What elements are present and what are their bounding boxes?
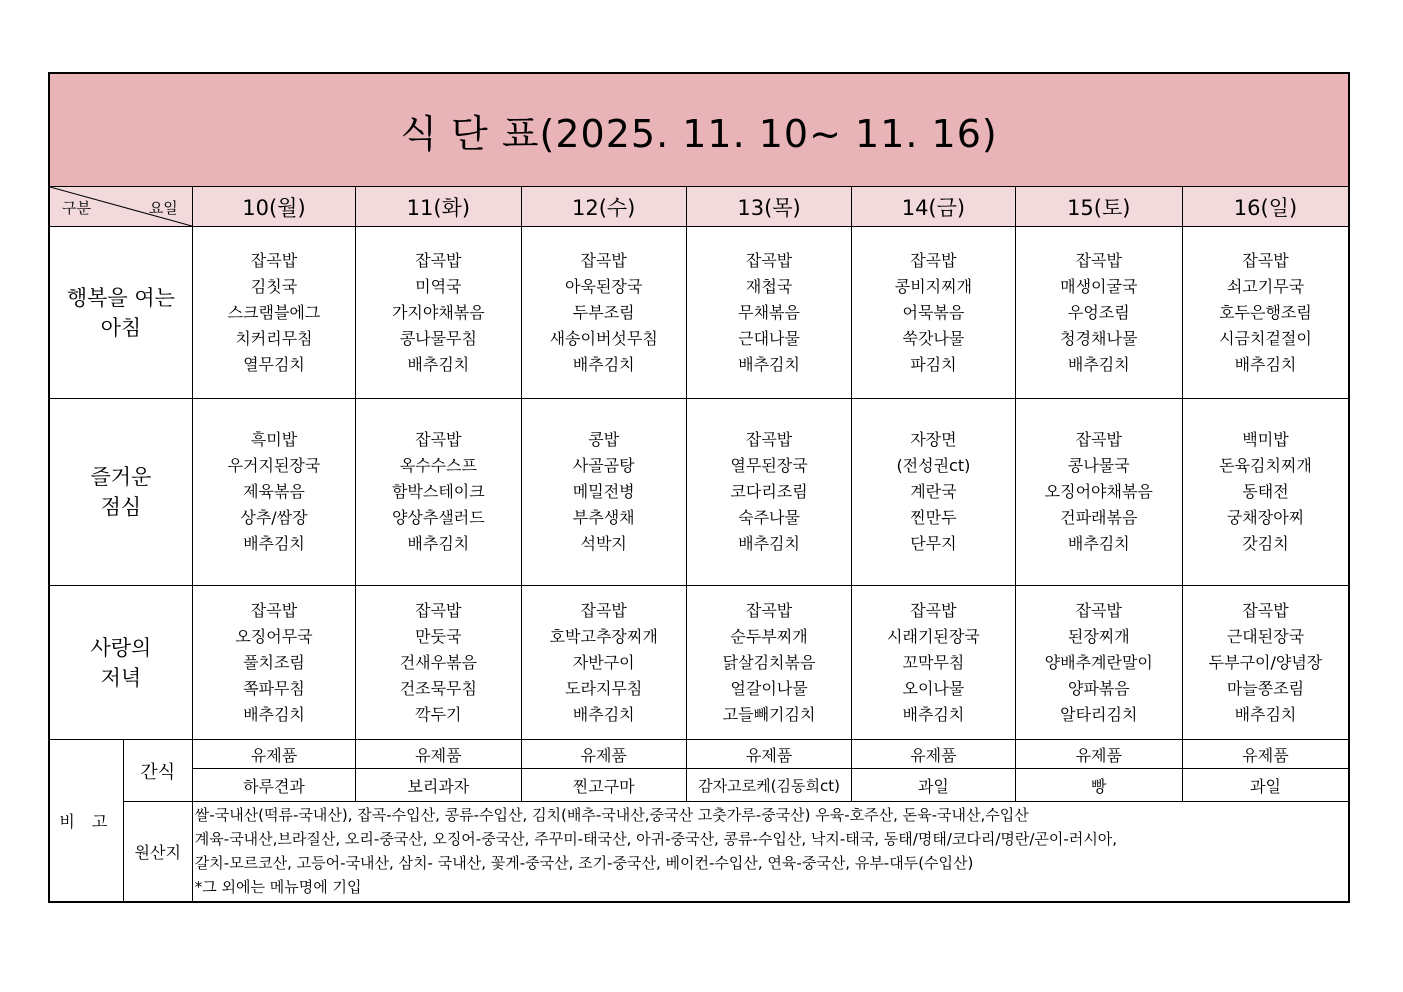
meal-day-cell: [852, 399, 1015, 586]
day-header: 12(수): [521, 187, 686, 227]
dish-item: 닭살김치볶음: [722, 652, 816, 672]
dish-item: 잡곡밥: [745, 430, 793, 449]
dish-item: 무채볶음: [738, 302, 800, 322]
dish-item: 우엉조림: [1067, 302, 1130, 322]
dish-item: 배추김치: [572, 704, 635, 724]
snack-cell: 유제품: [192, 740, 355, 769]
meal-day-cell: [1182, 399, 1349, 586]
dish-item: 배추김치: [407, 354, 470, 374]
meal-day-cell: [1015, 399, 1182, 586]
dish-item: 오이나물: [902, 678, 965, 698]
dish-item: 된장찌개: [1067, 626, 1130, 646]
snack-cell: 유제품: [356, 740, 521, 769]
meal-label-line: 사랑의: [90, 635, 152, 660]
dish-item: 얼갈이나물: [730, 678, 808, 698]
dish-item: 배추김치: [1234, 354, 1297, 374]
dish-item: 쪽파무침: [243, 678, 305, 698]
dish-item: 열무된장국: [730, 456, 808, 475]
day-header-row: [49, 187, 1349, 227]
origin-note: *그 외에는 메뉴명에 기입: [194, 878, 362, 897]
dish-item: 찐만두: [910, 508, 957, 527]
dish-item: 매생이굴국: [1060, 276, 1138, 296]
meal-day-cell: [1015, 586, 1182, 740]
day-header: 11(화): [356, 187, 521, 227]
dish-item: 가지야채볶음: [391, 302, 485, 322]
dish-item: 잡곡밥: [745, 250, 793, 270]
dish-item: 어묵볶음: [902, 302, 965, 322]
dish-item: 우거지된장국: [227, 456, 321, 475]
meal-day-cell: [192, 227, 355, 399]
dish-item: 콩비지찌개: [894, 276, 973, 296]
dish-item: 부추생채: [572, 508, 635, 527]
dish-item: 호박고추장찌개: [549, 626, 658, 646]
origin-line: 쌀-국내산(떡류-국내산), 잡곡-수입산, 콩류-수입산, 김치(배추-국내산,중국산 고춧가루-중국산) 우육-호주산, 돈육-국내산,수입산: [194, 806, 1029, 825]
dish-item: 배추김치: [738, 534, 800, 553]
dish-item: 풀치조림: [243, 652, 305, 672]
dish-item: 건새우볶음: [399, 652, 477, 672]
dish-item: 잡곡밥: [910, 600, 957, 620]
dish-item: 잡곡밥: [745, 600, 793, 620]
dish-item: 오징어무국: [235, 626, 313, 646]
notes-label: 비 고: [49, 740, 123, 902]
dish-item: 근대된장국: [1226, 626, 1305, 646]
dish-item: 열무김치: [243, 354, 305, 374]
breakfast-row: [49, 227, 1349, 399]
dish-item: 시래기된장국: [887, 626, 980, 646]
dish-item: 잡곡밥: [415, 250, 462, 270]
dish-item: 치커리무침: [235, 328, 313, 348]
meal-day-cell: [1182, 586, 1349, 740]
dinner-row: [49, 586, 1349, 740]
dish-item: 동태전: [1242, 482, 1289, 501]
dish-item: 알타리김치: [1060, 704, 1138, 724]
day-header: 16(일): [1182, 187, 1349, 227]
snack-cell: 유제품: [521, 740, 686, 769]
origin-line: 갈치-모르코산, 고등어-국내산, 삼치- 국내산, 꽃게-중국산, 조기-중국산, 베이컨-수입산, 연육-중국산, 유부-대두(수입산): [194, 854, 974, 873]
dish-item: 만둣국: [415, 626, 462, 646]
dish-item: 계란국: [910, 482, 957, 501]
dish-item: 단무지: [910, 534, 957, 553]
dish-item: 배추김치: [1067, 354, 1130, 374]
snack-cell: 유제품: [1182, 740, 1349, 769]
meal-day-cell: [1182, 227, 1349, 399]
dish-item: 잡곡밥: [580, 250, 627, 270]
dish-item: 자장면: [910, 430, 957, 449]
dish-item: 재첩국: [745, 276, 793, 296]
dish-item: 김칫국: [250, 276, 298, 296]
dish-item: 배추김치: [243, 534, 305, 553]
dish-item: 석박지: [580, 534, 627, 553]
meal-day-cell: [686, 227, 851, 399]
dish-item: 두부조림: [572, 302, 635, 322]
day-header: 15(토): [1015, 187, 1182, 227]
meal-label-line: 아침: [100, 315, 142, 340]
day-header: 10(월): [192, 187, 355, 227]
snack-cell: 감자고로케(김동희ct): [686, 769, 851, 802]
snack-cell: 유제품: [1015, 740, 1182, 769]
dish-item: 배추김치: [738, 354, 800, 374]
dish-item: 흑미밥: [250, 430, 298, 449]
dish-item: 메밀전병: [572, 482, 635, 501]
meal-day-cell: [356, 399, 521, 586]
dish-item: 깍두기: [415, 704, 462, 724]
dish-item: 쇠고기무국: [1226, 276, 1305, 296]
dish-item: 건조묵무침: [399, 678, 477, 698]
dish-item: 고들빼기김치: [722, 704, 816, 724]
dish-item: 오징어야채볶음: [1044, 482, 1153, 501]
snack-cell: 찐고구마: [521, 769, 686, 802]
meal-day-cell: [356, 227, 521, 399]
meal-day-cell: [192, 399, 355, 586]
snack-row-1: [49, 740, 1349, 769]
meal-day-cell: [1015, 227, 1182, 399]
meal-day-cell: [686, 399, 851, 586]
dish-item: 건파래볶음: [1060, 508, 1138, 527]
dish-item: 콩밥: [588, 430, 620, 449]
page-title: 식 단 표(2025. 11. 10~ 11. 16): [49, 73, 1349, 187]
dish-item: 순두부찌개: [730, 626, 808, 646]
dish-item: 미역국: [415, 276, 462, 296]
dish-item: 잡곡밥: [250, 600, 298, 620]
meal-day-cell: [192, 586, 355, 740]
dish-item: 근대나물: [738, 328, 800, 348]
dish-item: 코다리조림: [730, 482, 808, 501]
meal-day-cell: [852, 586, 1015, 740]
day-label: 요일: [148, 199, 178, 217]
snack-cell: 보리과자: [356, 769, 521, 802]
origin-line: 계육-국내산,브라질산, 오리-중국산, 오징어-중국산, 주꾸미-태국산, 아귀-중국산, 콩류-수입산, 낙지-태국, 동태/명태/코다리/명란/곤이-러시아,: [194, 830, 1118, 849]
dish-item: 청경채나물: [1060, 328, 1138, 348]
dish-item: 잡곡밥: [1075, 600, 1122, 620]
origin-info: [192, 802, 1349, 902]
dish-item: 자반구이: [572, 652, 635, 672]
lunch-row: [49, 399, 1349, 586]
meal-day-cell: [521, 586, 686, 740]
dish-item: 호두은행조림: [1219, 302, 1312, 322]
dish-item: 스크램블에그: [227, 302, 321, 322]
dish-item: 양상추샐러드: [391, 508, 485, 527]
dish-item: 갓김치: [1242, 534, 1289, 553]
meal-day-cell: [521, 399, 686, 586]
dish-item: 잡곡밥: [580, 600, 627, 620]
dish-item: 콩나물무침: [399, 328, 477, 348]
snack-cell: 유제품: [686, 740, 851, 769]
dish-item: 옥수수스프: [399, 456, 477, 475]
origin-label: 원산지: [123, 802, 192, 902]
snack-label: 간식: [123, 740, 192, 802]
dish-item: 양배추계란말이: [1044, 652, 1153, 672]
dish-item: 새송이버섯무침: [549, 328, 658, 348]
day-header: 14(금): [852, 187, 1015, 227]
meal-day-cell: [686, 586, 851, 740]
dish-item: 쑥갓나물: [902, 328, 965, 348]
dish-item: 잡곡밥: [1075, 430, 1122, 449]
snack-cell: 과일: [852, 769, 1015, 802]
dish-item: 아욱된장국: [565, 276, 643, 296]
meal-label-line: 즐거운: [90, 465, 152, 489]
dish-item: 배추김치: [1067, 534, 1130, 553]
dish-item: (전성권ct): [896, 456, 971, 475]
meal-label-line: 행복을 여는: [66, 285, 175, 310]
dish-item: 배추김치: [243, 704, 305, 724]
dish-item: 배추김치: [407, 534, 470, 553]
dish-item: 두부구이/양념장: [1208, 652, 1323, 672]
meal-day-cell: [521, 227, 686, 399]
lunch-label: [49, 399, 192, 586]
dish-item: 잡곡밥: [415, 600, 462, 620]
dish-item: 제육볶음: [243, 482, 305, 501]
dish-item: 시금치겉절이: [1219, 328, 1312, 348]
dish-item: 사골곰탕: [572, 456, 635, 475]
dish-item: 꼬막무침: [902, 652, 965, 672]
snack-cell: 빵: [1015, 769, 1182, 802]
menu-sheet: [48, 72, 1350, 903]
dish-item: 숙주나물: [738, 508, 800, 527]
dish-item: 배추김치: [902, 704, 965, 724]
dish-item: 콩나물국: [1067, 456, 1130, 475]
snack-cell: 유제품: [852, 740, 1015, 769]
snack-row-2: [49, 769, 1349, 802]
dish-item: 잡곡밥: [1242, 600, 1289, 620]
breakfast-label: [49, 227, 192, 399]
origin-row: [49, 802, 1349, 902]
dish-item: 잡곡밥: [1242, 250, 1289, 270]
dinner-label: [49, 586, 192, 740]
dish-item: 궁채장아찌: [1226, 508, 1305, 527]
dish-item: 파김치: [910, 354, 957, 374]
dish-item: 마늘쫑조림: [1226, 678, 1305, 698]
dish-item: 잡곡밥: [910, 250, 957, 270]
dish-item: 잡곡밥: [250, 250, 298, 270]
dish-item: 함박스테이크: [391, 482, 485, 501]
snack-cell: 과일: [1182, 769, 1349, 802]
meal-day-cell: [356, 586, 521, 740]
dish-item: 배추김치: [1234, 704, 1297, 724]
dish-item: 잡곡밥: [415, 430, 462, 449]
category-day-corner: [49, 187, 192, 227]
dish-item: 도라지무침: [565, 678, 643, 698]
dish-item: 잡곡밥: [1075, 250, 1122, 270]
dish-item: 배추김치: [572, 354, 635, 374]
dish-item: 상추/쌈장: [240, 508, 308, 527]
meal-label-line: 점심: [100, 495, 142, 519]
day-header: 13(목): [686, 187, 851, 227]
dish-item: 돈육김치찌개: [1219, 456, 1312, 475]
dish-item: 백미밥: [1242, 430, 1289, 449]
dish-item: 양파볶음: [1067, 678, 1130, 698]
meal-day-cell: [852, 227, 1015, 399]
meal-label-line: 저녁: [100, 665, 142, 690]
category-label: 구분: [62, 199, 91, 217]
snack-cell: 하루견과: [192, 769, 355, 802]
menu-table: [48, 72, 1350, 903]
